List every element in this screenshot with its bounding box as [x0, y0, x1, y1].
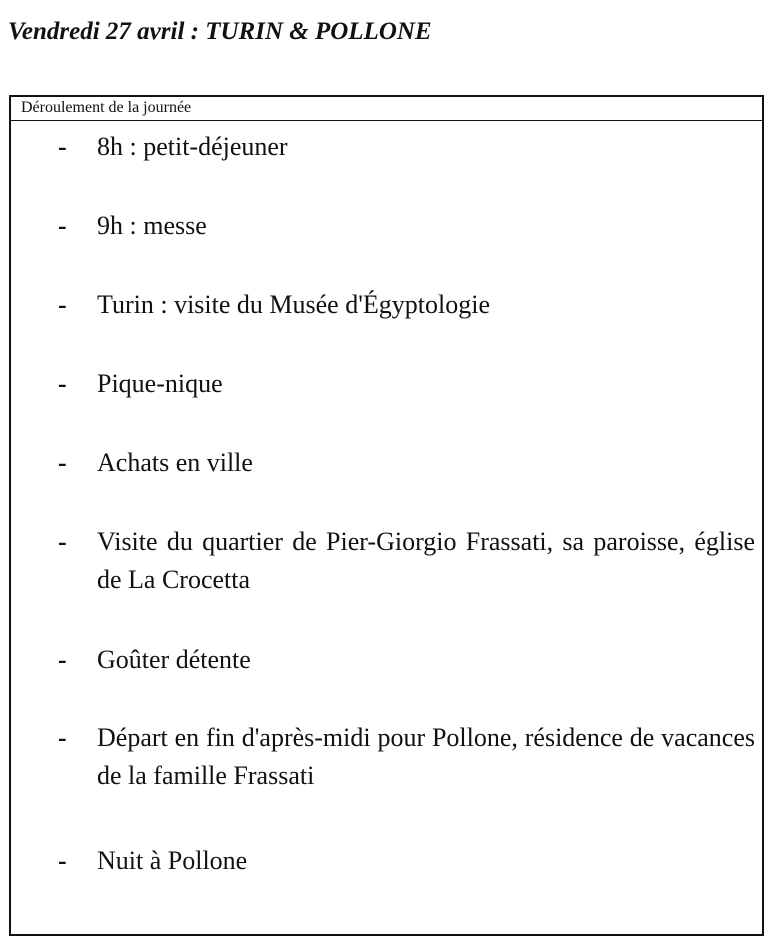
bullet-dash: - — [58, 211, 67, 240]
list-item-text: 8h : petit-déjeuner — [97, 132, 288, 161]
list-item-text: Turin : visite du Musée d'Égyptologie — [97, 290, 490, 319]
list-item-text: Pique-nique — [97, 369, 223, 398]
list-item-text: Nuit à Pollone — [97, 846, 248, 875]
list-item-text: 9h : messe — [97, 211, 207, 240]
bullet-dash: - — [58, 846, 67, 875]
schedule-box — [9, 95, 764, 936]
bullet-dash: - — [58, 527, 67, 556]
bullet-dash: - — [58, 448, 67, 477]
bullet-dash: - — [58, 645, 67, 674]
list-item-text: Visite du quartier de Pier-Giorgio Frassati, sa paroisse, église de La Crocetta — [97, 527, 755, 594]
box-label: Déroulement de la journée — [21, 99, 192, 116]
list-item-text: Départ en fin d'après-midi pour Pollone, résidence de vacances de la famille Frassati — [97, 723, 755, 790]
list-item-text: Achats en ville — [97, 448, 253, 477]
bullet-dash: - — [58, 132, 67, 161]
bullet-dash: - — [58, 369, 67, 398]
bullet-dash: - — [58, 290, 67, 319]
bullet-dash: - — [58, 723, 67, 752]
list-item-text: Goûter détente — [97, 645, 251, 674]
box-header-divider — [11, 120, 762, 121]
page-title: Vendredi 27 avril : TURIN & POLLONE — [8, 18, 432, 45]
